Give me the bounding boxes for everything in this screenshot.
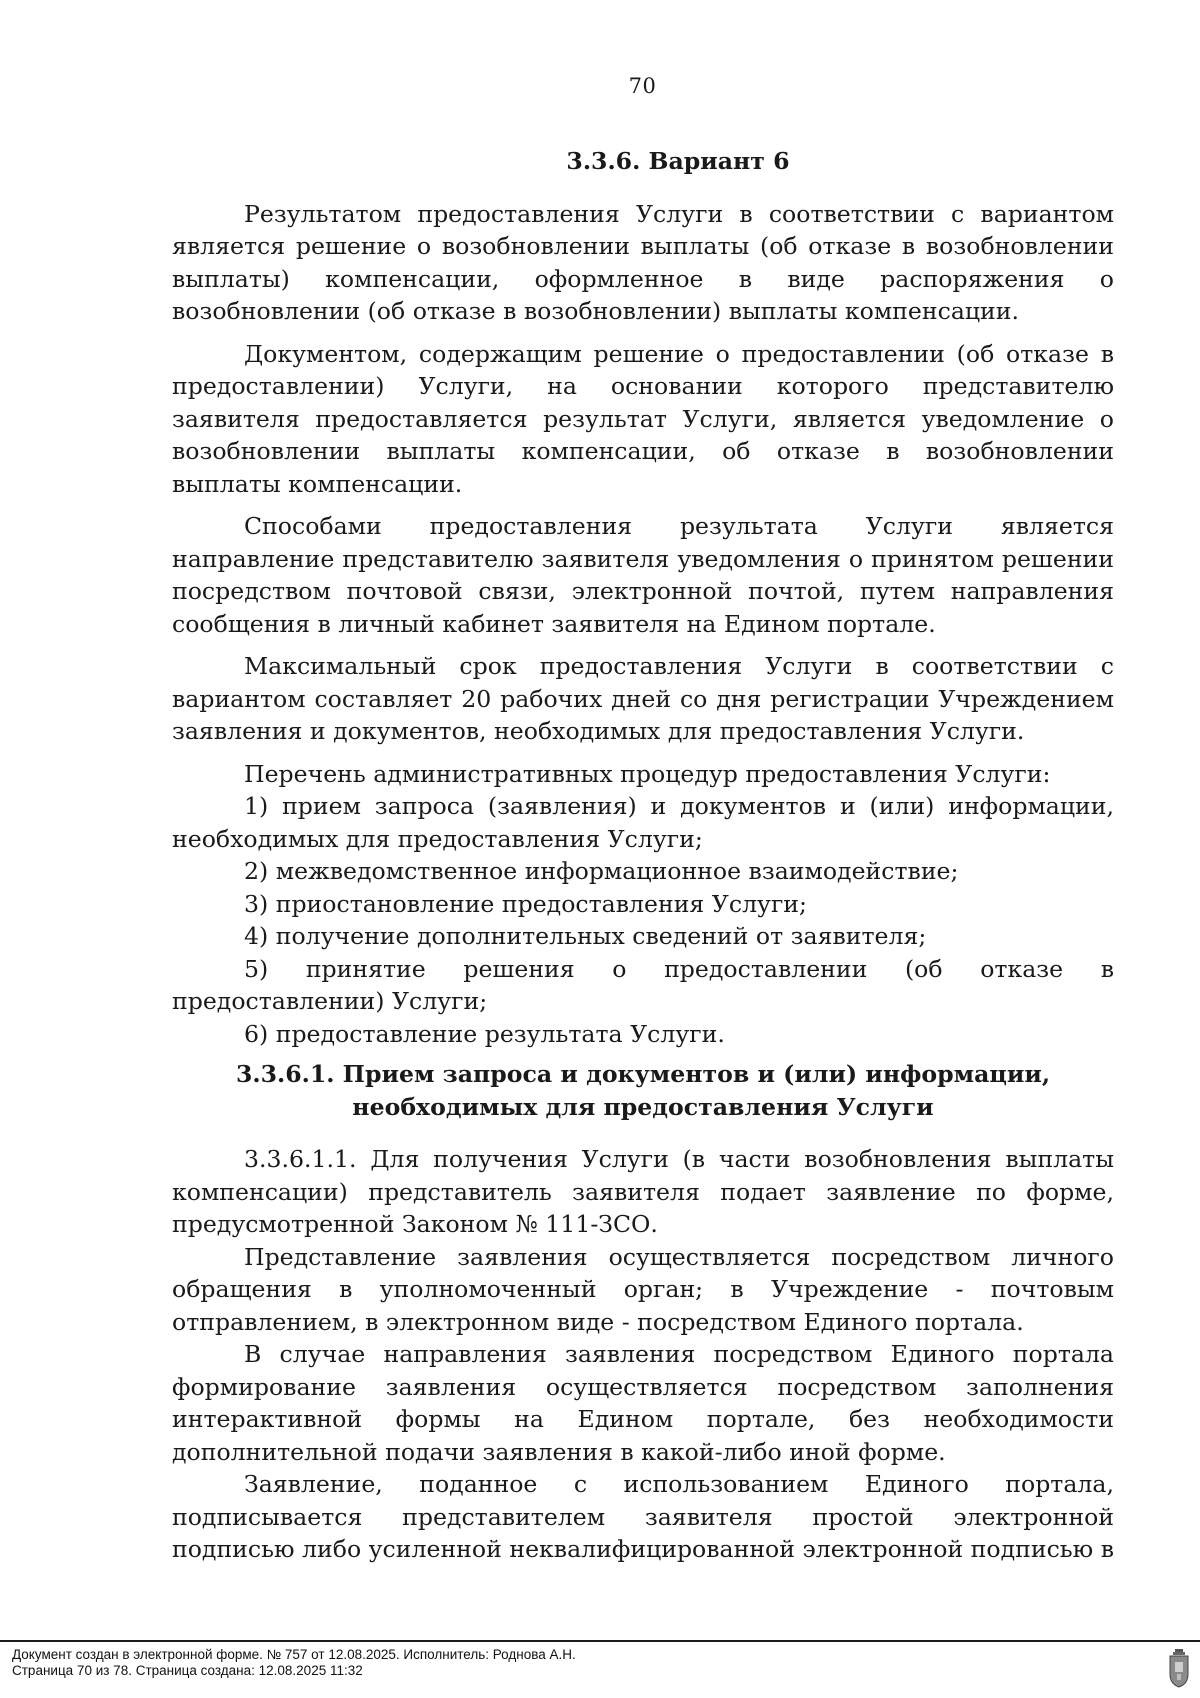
footer-text: [12, 1647, 576, 1679]
procedure-item: 3) приостановление предоставления Услуги;: [244, 889, 807, 918]
procedure-item: 5) принятие решения о предоставлении (об отказе в предоставлении) Услуги;: [172, 954, 1114, 1015]
coat-of-arms-icon: [1168, 1648, 1190, 1688]
section-heading: 3.3.6. Вариант 6: [566, 147, 790, 175]
paragraph-application-form: 3.3.6.1.1. Для получения Услуги (в части возобновления выплаты компенсации) представитель заявителя подает заявление по форме, предусмотренной Законом № 111-ЗСО.: [172, 1145, 1114, 1238]
document-footer: [0, 1640, 1200, 1698]
paragraph-submission: Представление заявления осуществляется посредством личного обращения в уполномоченный орган; в Учреждение - почтовым отправлением, в электронном виде - посредством Единого портала.: [172, 1242, 1114, 1336]
paragraph-deadline: Максимальный срок предоставления Услуги в соответствии с вариантом составляет 20 рабочих дней со дня регистрации Учреждением заявления и документов, необходимых для предоставления Услуги.: [172, 652, 1114, 745]
paragraph-signature: Заявление, поданное с использованием Единого портала, подписывается представителем заявителя простой электронной подписью либо усиленной неквалифицированной электронной подписью в: [172, 1470, 1114, 1563]
procedure-item: 1) прием запроса (заявления) и документов и (или) информации, необходимых для предоставления Услуги;: [172, 792, 1114, 853]
paragraph-methods: Способами предоставления результата Услуги является направление представителю заявителя уведомления о принятом решении посредством почтовой связи, электронной почтой, путем направления сообщения в личный кабинет заявителя на Едином портале.: [172, 512, 1114, 638]
subsection-heading: 3.3.6.1. Прием запроса и документов и (или) информации, необходимых для предоставления Услуги: [235, 1060, 1051, 1121]
procedure-item: 4) получение дополнительных сведений от заявителя;: [244, 922, 927, 950]
paragraph-document: Документом, содержащим решение о предоставлении (об отказе в предоставлении) Услуги, на основании которого представителю заявителя предоставляется результат Услуги, является уведомление о возобновлении выплаты компенсации, об отказе в возобновлении выплаты компенсации.: [172, 339, 1114, 498]
procedure-item: 6) предоставление результата Услуги.: [244, 1019, 725, 1048]
footer-line-2: Страница 70 из 78. Страница создана: 12.08.2025 11:32: [12, 1663, 363, 1678]
paragraph-result: Результатом предоставления Услуги в соответствии с вариантом является решение о возобновлении выплаты (об отказе в возобновлении выплаты) компенсации, оформленное в виде распоряжения о возобновлении (об отказе в возобновлении) выплаты компенсации.: [172, 199, 1114, 325]
footer-line-1: Документ создан в электронной форме. № 757 от 12.08.2025. Исполнитель: Роднова А.Н.: [12, 1647, 576, 1662]
footer-divider: [0, 1640, 1200, 1642]
paragraph-portal: В случае направления заявления посредством Единого портала формирование заявления осуществляется посредством заполнения интерактивной формы на Едином портале, без необходимости дополнительной подачи заявления в какой-либо иной форме.: [172, 1340, 1114, 1466]
page-number: 70: [628, 74, 657, 98]
document-body: [172, 145, 1114, 1566]
procedures-intro: Перечень административных процедур предоставления Услуги:: [244, 759, 1051, 788]
procedure-item: 2) межведомственное информационное взаимодействие;: [244, 857, 959, 885]
